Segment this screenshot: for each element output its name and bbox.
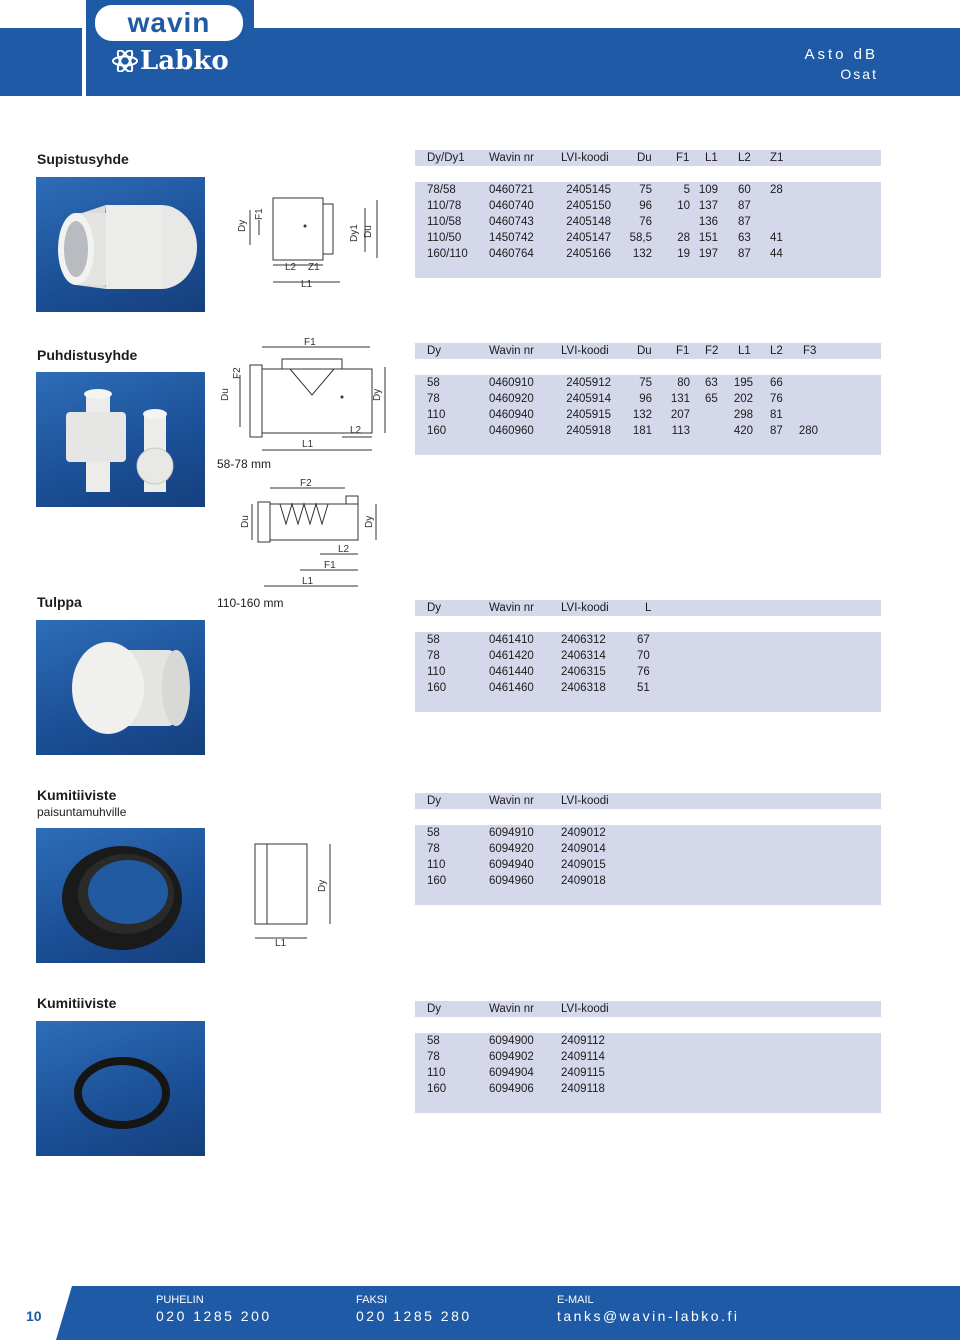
table-cell: 1450742 — [489, 232, 534, 244]
table-row — [415, 375, 881, 391]
table-cell: 58 — [427, 377, 440, 389]
table-cell: 75 — [639, 184, 652, 196]
col-lvi-koodi: LVI-koodi — [561, 795, 609, 807]
table-header — [415, 1001, 881, 1017]
col-f2: F2 — [705, 345, 719, 357]
product-photo-puhdistusyhde — [36, 372, 205, 507]
table-cell: 70 — [637, 650, 650, 662]
table-cell: 60 — [738, 184, 751, 196]
table-cell: 76 — [770, 393, 783, 405]
table-header — [415, 600, 881, 616]
table-tulppa — [415, 600, 881, 712]
fax-number: 020 1285 280 — [356, 1308, 472, 1324]
table-cell: 6094906 — [489, 1083, 534, 1095]
col-wavin-nr: Wavin nr — [489, 152, 534, 164]
table-cell: 0460960 — [489, 425, 534, 437]
table-cell: 2409014 — [561, 843, 606, 855]
col-l1: L1 — [705, 152, 718, 164]
table-cell: 80 — [677, 377, 690, 389]
table-cell: 75 — [639, 377, 652, 389]
col-f3: F3 — [803, 345, 817, 357]
table-cell: 78/58 — [427, 184, 456, 196]
label-dy: Dy — [237, 219, 248, 232]
phone-number: 020 1285 200 — [156, 1308, 272, 1324]
table-cell: 58 — [427, 634, 440, 646]
table-cell: 6094900 — [489, 1035, 534, 1047]
label-l1: L1 — [302, 576, 314, 587]
table-cell: 137 — [698, 200, 718, 212]
table-row — [415, 198, 881, 214]
table-cell: 0460743 — [489, 216, 534, 228]
section-title-kumitiiviste-2: Kumitiiviste — [37, 995, 117, 1011]
table-cell: 63 — [738, 232, 751, 244]
table-cell: 110/58 — [427, 216, 462, 228]
table-cell: 2405914 — [566, 393, 611, 405]
section-title-tulppa: Tulppa — [37, 594, 82, 610]
table-cell: 0460740 — [489, 200, 534, 212]
label-l2: L2 — [338, 544, 350, 555]
section-subtitle-kumitiiviste-1: paisuntamuhville — [37, 805, 127, 819]
col-wavin-nr: Wavin nr — [489, 1003, 534, 1015]
table-cell: 110/50 — [427, 232, 462, 244]
table-cell: 160 — [427, 425, 447, 437]
table-row — [415, 182, 881, 198]
table-cell: 0461410 — [489, 634, 534, 646]
table-row — [415, 632, 881, 648]
table-cell: 28 — [770, 184, 783, 196]
table-cell: 2409015 — [561, 859, 606, 871]
col-lvi-koodi: LVI-koodi — [561, 152, 609, 164]
table-cell: 110 — [427, 409, 446, 421]
table-supistusyhde — [415, 150, 881, 278]
table-cell: 113 — [671, 425, 690, 437]
product-photo-supistusyhde — [36, 177, 205, 312]
label-l1: L1 — [302, 439, 314, 450]
table-cell: 58 — [427, 1035, 440, 1047]
table-row — [415, 407, 881, 423]
col-f1: F1 — [676, 345, 690, 357]
table-cell: 41 — [770, 232, 783, 244]
col-dy: Dy — [427, 345, 442, 357]
table-cell: 96 — [639, 393, 652, 405]
section-title-puhdistusyhde: Puhdistusyhde — [37, 347, 138, 363]
table-cell: 44 — [770, 248, 783, 260]
table-cell: 10 — [677, 200, 690, 212]
table-footer-row — [415, 262, 881, 278]
table-cell: 0460910 — [489, 377, 534, 389]
table-cell: 87 — [738, 200, 751, 212]
table-cell: 280 — [798, 425, 818, 437]
label-l1: L1 — [275, 938, 287, 949]
table-puhdistusyhde — [415, 343, 881, 455]
label-f2: F2 — [300, 478, 312, 489]
labko-logo: Labko — [140, 46, 229, 76]
email-link[interactable]: tanks@wavin-labko.fi — [557, 1308, 740, 1324]
section-title-kumitiiviste-1: Kumitiiviste — [37, 787, 117, 803]
page-number: 10 — [26, 1308, 42, 1324]
table-cell: 0460940 — [489, 409, 534, 421]
label-dy: Dy — [372, 388, 383, 401]
col-l1: L1 — [738, 345, 751, 357]
label-l1: L1 — [301, 279, 313, 290]
header-divider — [82, 28, 86, 96]
table-cell: 96 — [639, 200, 652, 212]
col-du: Du — [637, 152, 652, 164]
table-cell: 0460721 — [489, 184, 534, 196]
cleanout-image — [36, 372, 205, 507]
table-cell: 110 — [427, 859, 446, 871]
table-cell: 0461420 — [489, 650, 534, 662]
label-f1: F1 — [254, 208, 265, 220]
table-row — [415, 246, 881, 262]
table-header — [415, 343, 881, 359]
table-row — [415, 841, 881, 857]
col-lvi-koodi: LVI-koodi — [561, 1003, 609, 1015]
wavin-logo: wavin — [92, 2, 246, 44]
brand-title: Asto dB — [804, 46, 878, 63]
col-du: Du — [637, 345, 652, 357]
table-cell: 160 — [427, 682, 447, 694]
table-cell: 2409118 — [561, 1083, 605, 1095]
table-cell: 2409115 — [561, 1067, 605, 1079]
plug-image — [36, 620, 205, 755]
footer-band — [0, 1286, 960, 1340]
table-row — [415, 664, 881, 680]
col-l2: L2 — [738, 152, 751, 164]
table-footer-row — [415, 889, 881, 905]
label-dy: Dy — [317, 879, 328, 892]
table-cell: 132 — [632, 409, 652, 421]
table-cell: 76 — [637, 666, 650, 678]
drawing-kumitiiviste-1 — [245, 830, 345, 950]
reducer-image — [36, 177, 205, 312]
drawing-puhdistusyhde-large — [230, 474, 390, 592]
col-lvi-koodi: LVI-koodi — [561, 602, 609, 614]
table-cell: 66 — [770, 377, 783, 389]
table-cell: 67 — [637, 634, 650, 646]
table-cell: 2405147 — [566, 232, 611, 244]
label-f2: F2 — [232, 367, 243, 379]
table-cell: 110 — [427, 666, 446, 678]
table-cell: 87 — [738, 216, 751, 228]
label-z1: Z1 — [308, 262, 320, 273]
product-photo-tulppa — [36, 620, 205, 755]
email-label: E-MAIL — [557, 1294, 594, 1306]
table-footer-row — [415, 696, 881, 712]
table-row — [415, 873, 881, 889]
table-cell: 298 — [733, 409, 753, 421]
table-cell: 2406318 — [561, 682, 606, 694]
col-lvi-koodi: LVI-koodi — [561, 345, 609, 357]
table-cell: 2409114 — [561, 1051, 605, 1063]
table-cell: 58 — [427, 827, 440, 839]
table-cell: 6094902 — [489, 1051, 534, 1063]
table-cell: 6094960 — [489, 875, 534, 887]
table-row — [415, 230, 881, 246]
table-cell: 63 — [705, 377, 718, 389]
table-cell: 2405145 — [566, 184, 611, 196]
table-cell: 2405166 — [566, 248, 611, 260]
table-row — [415, 680, 881, 696]
label-dy: Dy — [364, 515, 375, 528]
rubber-ring-image — [36, 1021, 205, 1156]
table-cell: 197 — [698, 248, 718, 260]
table-cell: 5 — [683, 184, 690, 196]
table-cell: 0460764 — [489, 248, 534, 260]
table-kumitiiviste-1 — [415, 793, 881, 905]
table-cell: 76 — [639, 216, 652, 228]
table-footer-row — [415, 1097, 881, 1113]
table-cell: 65 — [705, 393, 718, 405]
drawing-supistusyhde — [235, 190, 380, 295]
table-cell: 78 — [427, 650, 440, 662]
product-photo-kumitiiviste-2 — [36, 1021, 205, 1156]
col-wavin-nr: Wavin nr — [489, 345, 534, 357]
table-row — [415, 1081, 881, 1097]
table-cell: 420 — [733, 425, 753, 437]
table-cell: 2409012 — [561, 827, 606, 839]
table-cell: 202 — [733, 393, 753, 405]
table-cell: 78 — [427, 843, 440, 855]
table-cell: 58,5 — [629, 232, 652, 244]
table-cell: 6094920 — [489, 843, 534, 855]
table-cell: 181 — [632, 425, 652, 437]
table-row — [415, 1033, 881, 1049]
table-cell: 131 — [670, 393, 690, 405]
size-range-large: 110-160 mm — [217, 596, 284, 610]
col-l: L — [645, 602, 652, 614]
table-cell: 0460920 — [489, 393, 534, 405]
col-dy: Dy — [427, 602, 442, 614]
label-f1: F1 — [324, 560, 336, 571]
table-footer-row — [415, 439, 881, 455]
label-du: Du — [240, 515, 251, 528]
table-header — [415, 793, 881, 809]
table-kumitiiviste-2 — [415, 1001, 881, 1113]
table-row — [415, 1065, 881, 1081]
table-cell: 160/110 — [427, 248, 468, 260]
table-row — [415, 857, 881, 873]
col-wavin-nr: Wavin nr — [489, 602, 534, 614]
table-cell: 110 — [427, 1067, 446, 1079]
label-f1: F1 — [304, 337, 316, 348]
table-cell: 2409018 — [561, 875, 606, 887]
table-cell: 0461440 — [489, 666, 534, 678]
table-row — [415, 1049, 881, 1065]
table-row — [415, 423, 881, 439]
table-cell: 195 — [733, 377, 753, 389]
product-photo-kumitiiviste-1 — [36, 828, 205, 963]
table-cell: 2405150 — [566, 200, 611, 212]
table-row — [415, 825, 881, 841]
table-row — [415, 648, 881, 664]
section-title: Osat — [840, 66, 878, 82]
table-cell: 132 — [632, 248, 652, 260]
table-cell: 6094940 — [489, 859, 534, 871]
table-cell: 78 — [427, 393, 440, 405]
table-cell: 78 — [427, 1051, 440, 1063]
col-f1: F1 — [676, 152, 690, 164]
labko-atom-icon — [112, 50, 138, 72]
col-dy: Dy — [427, 795, 442, 807]
table-cell: 207 — [670, 409, 690, 421]
table-cell: 160 — [427, 1083, 447, 1095]
table-cell: 2406315 — [561, 666, 606, 678]
table-cell: 81 — [770, 409, 783, 421]
label-dy1: Dy1 — [349, 224, 360, 242]
table-cell: 28 — [677, 232, 690, 244]
table-cell: 87 — [770, 425, 783, 437]
table-cell: 19 — [677, 248, 690, 260]
col-dy: Dy — [427, 1003, 442, 1015]
fax-label: FAKSI — [356, 1294, 388, 1306]
table-cell: 160 — [427, 875, 447, 887]
table-cell: 151 — [698, 232, 718, 244]
col-dy-dy1: Dy/Dy1 — [427, 152, 465, 164]
col-z1: Z1 — [770, 152, 784, 164]
label-l2: L2 — [350, 425, 362, 436]
table-cell: 2406312 — [561, 634, 606, 646]
table-cell: 2405912 — [566, 377, 611, 389]
col-l2: L2 — [770, 345, 783, 357]
section-title-supistusyhde: Supistusyhde — [37, 151, 129, 167]
table-cell: 6094904 — [489, 1067, 534, 1079]
drawing-puhdistusyhde-small — [210, 335, 390, 455]
size-range-small: 58-78 mm — [217, 457, 272, 471]
table-cell: 2405915 — [566, 409, 611, 421]
table-cell: 6094910 — [489, 827, 534, 839]
table-row — [415, 391, 881, 407]
table-row — [415, 214, 881, 230]
table-cell: 2406314 — [561, 650, 606, 662]
table-cell: 2409112 — [561, 1035, 605, 1047]
label-l2: L2 — [285, 262, 297, 273]
table-cell: 51 — [637, 682, 650, 694]
rubber-seal-image — [36, 828, 205, 963]
label-du: Du — [220, 388, 231, 401]
table-header — [415, 150, 881, 166]
table-cell: 110/78 — [427, 200, 462, 212]
phone-label: PUHELIN — [156, 1294, 204, 1306]
table-cell: 136 — [698, 216, 718, 228]
label-du: Du — [363, 225, 374, 238]
table-cell: 2405918 — [566, 425, 611, 437]
col-wavin-nr: Wavin nr — [489, 795, 534, 807]
table-cell: 0461460 — [489, 682, 534, 694]
table-cell: 2405148 — [566, 216, 611, 228]
table-cell: 87 — [738, 248, 751, 260]
table-cell: 109 — [698, 184, 718, 196]
